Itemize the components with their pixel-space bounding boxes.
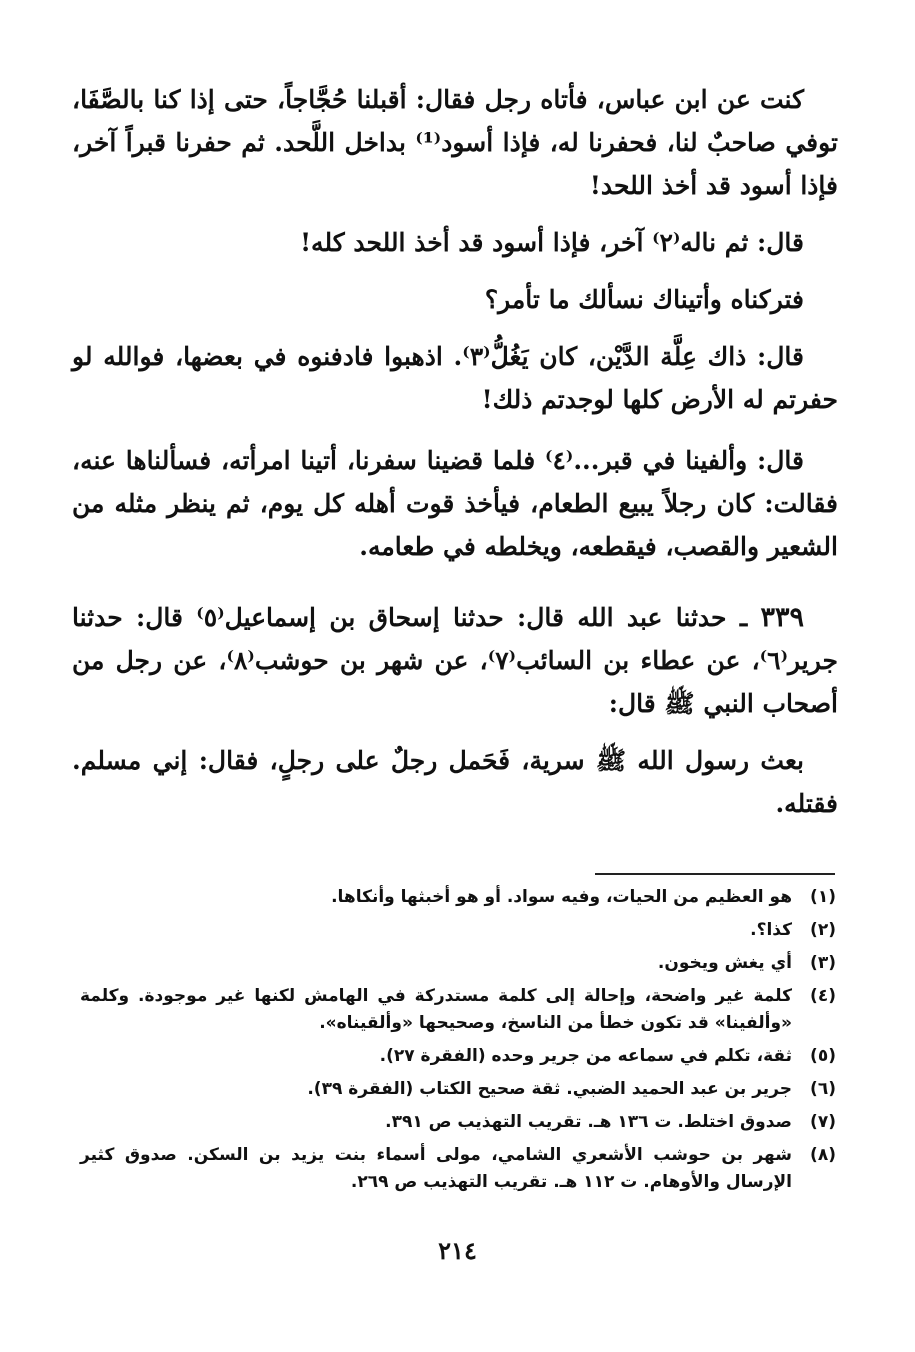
footnote-text: جرير بن عبد الحميد الضبي. ثقة صحيح الكتاب (الفقرة ٣٩). — [307, 1079, 792, 1099]
footnote-item — [80, 1109, 836, 1136]
footnote-item — [80, 983, 836, 1037]
footnote-text: هو العظيم من الحيات، وفيه سواد. أو هو أخبثها وأنكاها. — [331, 887, 792, 907]
hadith-isnad — [72, 596, 838, 725]
footnote-number: (٤) — [810, 986, 836, 1006]
footnote-number: (٢) — [810, 920, 836, 940]
footnote-text: كذا؟. — [750, 920, 792, 940]
page-number: ٢١٤ — [438, 1236, 477, 1265]
paragraph-reply-3: قال: وألفينا في قبر...⁽٤⁾ فلما قضينا سفرنا، أتينا امرأته، فسألناها عنه، فقالت: كان رجلاً يبيع الطعام، فيأخذ قوت أهله كل يوم، ثم ينظر مثله من الشعير والقصب، فيقطعه، ويخلطه في طعامه. — [72, 446, 838, 561]
footnote-text: كلمة غير واضحة، وإحالة إلى كلمة مستدركة في الهامش لكنها غير موجودة. وكلمة «وألفينا» قد تكون خطأ من الناسخ، وصحيحها «وألقيناه». — [80, 986, 792, 1033]
hadith-number: ٣٣٩ — [760, 602, 804, 633]
footnote-number: (٥) — [810, 1046, 836, 1066]
paragraph-reply-1: قال: ثم ناله⁽٢⁾ آخر، فإذا أسود قد أخذ اللحد كله! — [300, 228, 804, 257]
footnote-item — [80, 917, 836, 944]
main-text — [72, 78, 838, 825]
hadith-matn: بعث رسول الله ﷺ سرية، فَحَمل رجلٌ على رجلٍ، فقال: إني مسلم. فقتله. — [72, 746, 838, 818]
footnote-item — [80, 950, 836, 977]
footnote-number: (٨) — [810, 1145, 836, 1165]
footnote-item — [80, 1076, 836, 1103]
footnote-item — [80, 1142, 836, 1196]
paragraph-question: فتركناه وأتيناك نسألك ما تأمر؟ — [484, 285, 804, 314]
hadith-isnad-text: ـ حدثنا عبد الله قال: حدثنا إسحاق بن إسماعيل⁽٥⁾ قال: حدثنا جرير⁽٦⁾، عن عطاء بن السائب⁽٧⁾، عن شهر بن حوشب⁽٨⁾، عن رجل من أصحاب النبي ﷺ قال: — [72, 603, 839, 718]
footnote-item — [80, 884, 836, 911]
paragraph-story: كنت عن ابن عباس، فأتاه رجل فقال: أقبلنا حُجَّاجاً، حتى إذا كنا بالصَّفَا، توفي صاحبٌ لنا، فحفرنا له، فإذا أسود⁽¹⁾ بداخل اللَّحد. ثم حفرنا قبراً آخر، فإذا أسود قد أخذ اللحد! — [72, 85, 838, 200]
footnote-number: (١) — [810, 887, 836, 907]
footnote-number: (٣) — [810, 953, 836, 973]
footnote-number: (٧) — [810, 1112, 836, 1132]
footnote-divider — [595, 873, 835, 875]
paragraph-reply-2: قال: ذاك عِلَّة الدَّيْن، كان يَغُلُّ⁽٣⁾. اذهبوا فادفنوه في بعضها، فوالله لو حفرتم له الأرض كلها لوجدتم ذلك! — [72, 342, 838, 414]
footnotes — [80, 884, 836, 1202]
footnote-item — [80, 1043, 836, 1070]
footnote-number: (٦) — [810, 1079, 836, 1099]
footnote-text: ثقة، تكلم في سماعه من جرير وحده (الفقرة ٢٧). — [379, 1046, 792, 1066]
footnote-text: أي يغش ويخون. — [657, 953, 792, 973]
footnote-text: صدوق اختلط. ت ١٣٦ هـ. تقريب التهذيب ص ٣٩١. — [385, 1112, 792, 1132]
footnote-text: شهر بن حوشب الأشعري الشامي، مولى أسماء بنت يزيد بن السكن. صدوق كثير الإرسال والأوهام. ت ١١٢ هـ. تقريب التهذيب ص ٢٦٩. — [80, 1145, 792, 1192]
